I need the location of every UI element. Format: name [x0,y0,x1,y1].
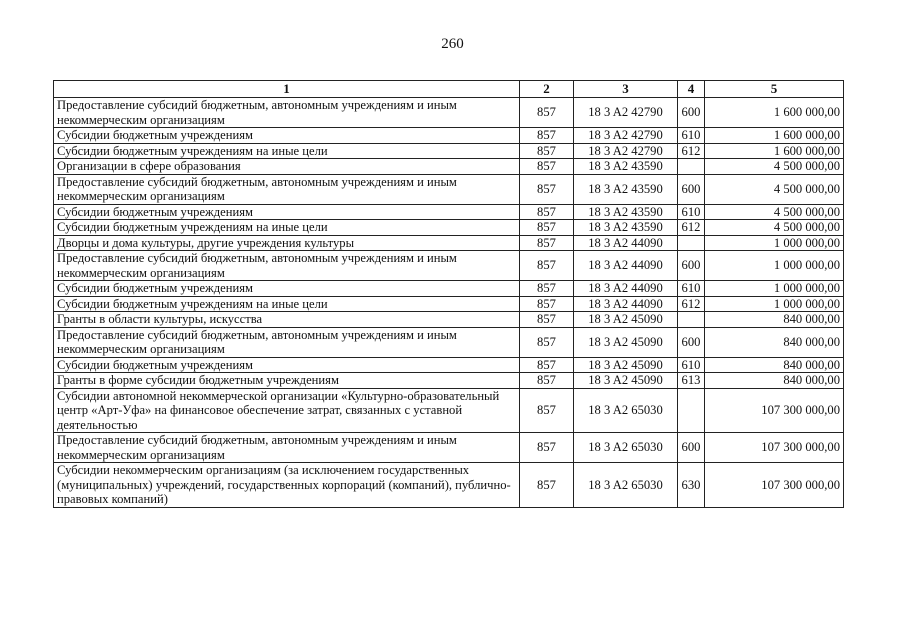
cell-target-article: 18 3 A2 42790 [574,98,678,128]
cell-expense-type [678,388,705,433]
table-row [54,373,844,389]
table-row [54,98,844,128]
table-row [54,281,844,297]
cell-name: Предоставление субсидий бюджетным, автономным учреждениям и иным некоммерческим организациям [54,251,520,281]
cell-name: Предоставление субсидий бюджетным, автономным учреждениям и иным некоммерческим организациям [54,433,520,463]
cell-expense-type [678,235,705,251]
table-row [54,312,844,328]
cell-grbs-code: 857 [520,235,574,251]
cell-amount: 1 000 000,00 [705,281,844,297]
cell-name: Субсидии бюджетным учреждениям на иные цели [54,296,520,312]
cell-target-article: 18 3 A2 42790 [574,143,678,159]
cell-amount: 1 600 000,00 [705,143,844,159]
cell-target-article: 18 3 A2 65030 [574,463,678,508]
cell-target-article: 18 3 A2 43590 [574,204,678,220]
cell-name: Субсидии автономной некоммерческой организации «Культурно-образовательный центр «Арт-Уфа» на финансовое обеспечение затрат, связанных с уставной деятельностью [54,388,520,433]
cell-amount: 1 000 000,00 [705,235,844,251]
cell-amount: 1 600 000,00 [705,128,844,144]
table-header [54,81,844,98]
cell-name: Предоставление субсидий бюджетным, автономным учреждениям и иным некоммерческим организациям [54,327,520,357]
cell-expense-type: 600 [678,98,705,128]
header-col-5: 5 [705,81,844,98]
cell-target-article: 18 3 A2 43590 [574,159,678,175]
cell-amount: 840 000,00 [705,373,844,389]
cell-amount: 107 300 000,00 [705,433,844,463]
table-row [54,251,844,281]
cell-grbs-code: 857 [520,204,574,220]
cell-amount: 1 600 000,00 [705,98,844,128]
cell-grbs-code: 857 [520,433,574,463]
cell-grbs-code: 857 [520,251,574,281]
cell-amount: 4 500 000,00 [705,220,844,236]
cell-grbs-code: 857 [520,159,574,175]
header-col-1: 1 [54,81,520,98]
table-row [54,174,844,204]
table-row [54,357,844,373]
cell-target-article: 18 3 A2 45090 [574,327,678,357]
header-col-4: 4 [678,81,705,98]
cell-grbs-code: 857 [520,143,574,159]
cell-expense-type: 610 [678,357,705,373]
cell-grbs-code: 857 [520,312,574,328]
cell-target-article: 18 3 A2 44090 [574,281,678,297]
cell-grbs-code: 857 [520,296,574,312]
cell-grbs-code: 857 [520,327,574,357]
table-row [54,220,844,236]
cell-amount: 4 500 000,00 [705,174,844,204]
cell-grbs-code: 857 [520,281,574,297]
cell-target-article: 18 3 A2 42790 [574,128,678,144]
cell-grbs-code: 857 [520,463,574,508]
budget-table [53,80,844,508]
table-row [54,159,844,175]
cell-target-article: 18 3 A2 43590 [574,220,678,236]
header-row [54,81,844,98]
cell-amount: 1 000 000,00 [705,296,844,312]
table-row [54,433,844,463]
table-row [54,235,844,251]
cell-grbs-code: 857 [520,388,574,433]
cell-amount: 840 000,00 [705,312,844,328]
cell-expense-type: 610 [678,281,705,297]
cell-grbs-code: 857 [520,128,574,144]
table-row [54,388,844,433]
cell-name: Субсидии бюджетным учреждениям на иные цели [54,220,520,236]
cell-target-article: 18 3 A2 65030 [574,388,678,433]
cell-name: Предоставление субсидий бюджетным, автономным учреждениям и иным некоммерческим организациям [54,98,520,128]
cell-expense-type: 600 [678,251,705,281]
cell-grbs-code: 857 [520,373,574,389]
cell-grbs-code: 857 [520,357,574,373]
cell-name: Субсидии бюджетным учреждениям [54,128,520,144]
cell-expense-type: 630 [678,463,705,508]
cell-name: Дворцы и дома культуры, другие учреждения культуры [54,235,520,251]
table-row [54,143,844,159]
cell-amount: 107 300 000,00 [705,388,844,433]
cell-amount: 840 000,00 [705,357,844,373]
cell-grbs-code: 857 [520,220,574,236]
cell-amount: 4 500 000,00 [705,159,844,175]
cell-name: Предоставление субсидий бюджетным, автономным учреждениям и иным некоммерческим организациям [54,174,520,204]
cell-target-article: 18 3 A2 44090 [574,235,678,251]
table-row [54,296,844,312]
cell-expense-type: 612 [678,296,705,312]
cell-target-article: 18 3 A2 45090 [574,357,678,373]
cell-target-article: 18 3 A2 45090 [574,312,678,328]
cell-expense-type: 600 [678,327,705,357]
page-number: 260 [441,36,464,52]
cell-target-article: 18 3 A2 43590 [574,174,678,204]
cell-amount: 4 500 000,00 [705,204,844,220]
cell-target-article: 18 3 A2 65030 [574,433,678,463]
cell-expense-type: 610 [678,204,705,220]
cell-target-article: 18 3 A2 44090 [574,251,678,281]
table-row [54,463,844,508]
cell-expense-type: 612 [678,143,705,159]
cell-name: Субсидии бюджетным учреждениям [54,281,520,297]
cell-expense-type: 600 [678,433,705,463]
cell-expense-type: 610 [678,128,705,144]
table-row [54,327,844,357]
cell-grbs-code: 857 [520,98,574,128]
cell-name: Субсидии бюджетным учреждениям [54,204,520,220]
header-col-2: 2 [520,81,574,98]
cell-expense-type: 600 [678,174,705,204]
cell-amount: 840 000,00 [705,327,844,357]
table-body [54,98,844,508]
cell-name: Субсидии бюджетным учреждениям [54,357,520,373]
cell-name: Гранты в форме субсидии бюджетным учреждениям [54,373,520,389]
cell-amount: 107 300 000,00 [705,463,844,508]
cell-target-article: 18 3 A2 45090 [574,373,678,389]
cell-name: Гранты в области культуры, искусства [54,312,520,328]
cell-target-article: 18 3 A2 44090 [574,296,678,312]
cell-name: Субсидии некоммерческим организациям (за исключением государственных (муниципальных) учреждений, государственных корпораций (компаний), публично-правовых компаний) [54,463,520,508]
table-row [54,204,844,220]
cell-grbs-code: 857 [520,174,574,204]
cell-expense-type: 612 [678,220,705,236]
cell-name: Организации в сфере образования [54,159,520,175]
cell-name: Субсидии бюджетным учреждениям на иные цели [54,143,520,159]
cell-amount: 1 000 000,00 [705,251,844,281]
cell-expense-type: 613 [678,373,705,389]
header-col-3: 3 [574,81,678,98]
table-row [54,128,844,144]
cell-expense-type [678,159,705,175]
cell-expense-type [678,312,705,328]
